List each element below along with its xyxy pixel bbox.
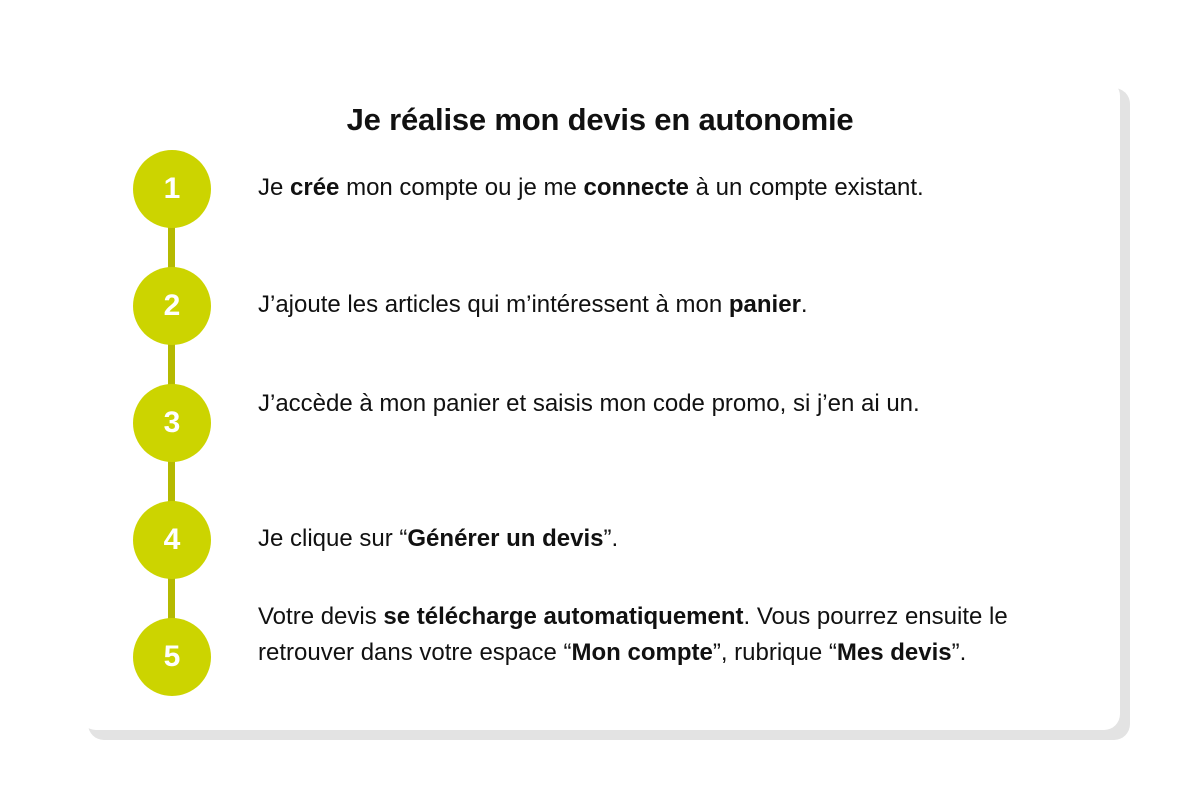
step-4-text-part: Je clique sur “ xyxy=(258,525,408,552)
step-5-text-bold: Mon compte xyxy=(571,639,713,666)
step-3-number-badge xyxy=(133,384,211,462)
step-1-number-badge xyxy=(133,150,211,228)
page-title: Je réalise mon devis en autonomie xyxy=(346,102,854,137)
step-5-text xyxy=(258,599,1068,671)
step-2-number: 2 xyxy=(163,289,181,322)
step-2-text xyxy=(258,287,1078,323)
step-4-number: 4 xyxy=(163,523,181,556)
step-4-number-badge xyxy=(133,501,211,579)
step-4-text xyxy=(258,521,1078,557)
step-5-text-part: ”, rubrique “ xyxy=(712,639,837,666)
step-3-number: 3 xyxy=(163,406,181,439)
step-5-text-part: Votre devis xyxy=(258,603,384,630)
step-5-text-part: . Vous pourrez ensuite le retrouver dans votre espace “ xyxy=(258,603,1008,666)
step-1-text-part: mon compte ou je me xyxy=(339,174,584,201)
step-1-number: 1 xyxy=(163,172,181,205)
step-1-text xyxy=(258,170,1078,206)
step-2-text-part: J’ajoute les articles qui m’intéressent à mon xyxy=(258,291,729,318)
step-2-text-part: . xyxy=(800,291,808,318)
step-2-number-badge xyxy=(133,267,211,345)
step-5-text-bold: Mes devis xyxy=(836,639,952,666)
step-1-text-bold: crée xyxy=(290,174,340,201)
step-5-text-part: ”. xyxy=(951,639,967,666)
step-5-text-bold: se télécharge automatiquement xyxy=(383,603,744,630)
step-1-text-part: à un compte existant. xyxy=(688,174,924,201)
step-5-number-badge xyxy=(133,618,211,696)
step-1-text-part: Je xyxy=(258,174,291,201)
step-5-number: 5 xyxy=(163,640,181,673)
step-3-text xyxy=(258,386,1018,422)
step-4-text-part: ”. xyxy=(603,525,619,552)
step-3-text-part: J’accède à mon panier et saisis mon code promo, si j’en ai un. xyxy=(258,390,920,417)
step-4-text-bold: Générer un devis xyxy=(407,525,604,552)
step-2-text-bold: panier xyxy=(728,291,801,318)
step-1-text-bold: connecte xyxy=(583,174,689,201)
